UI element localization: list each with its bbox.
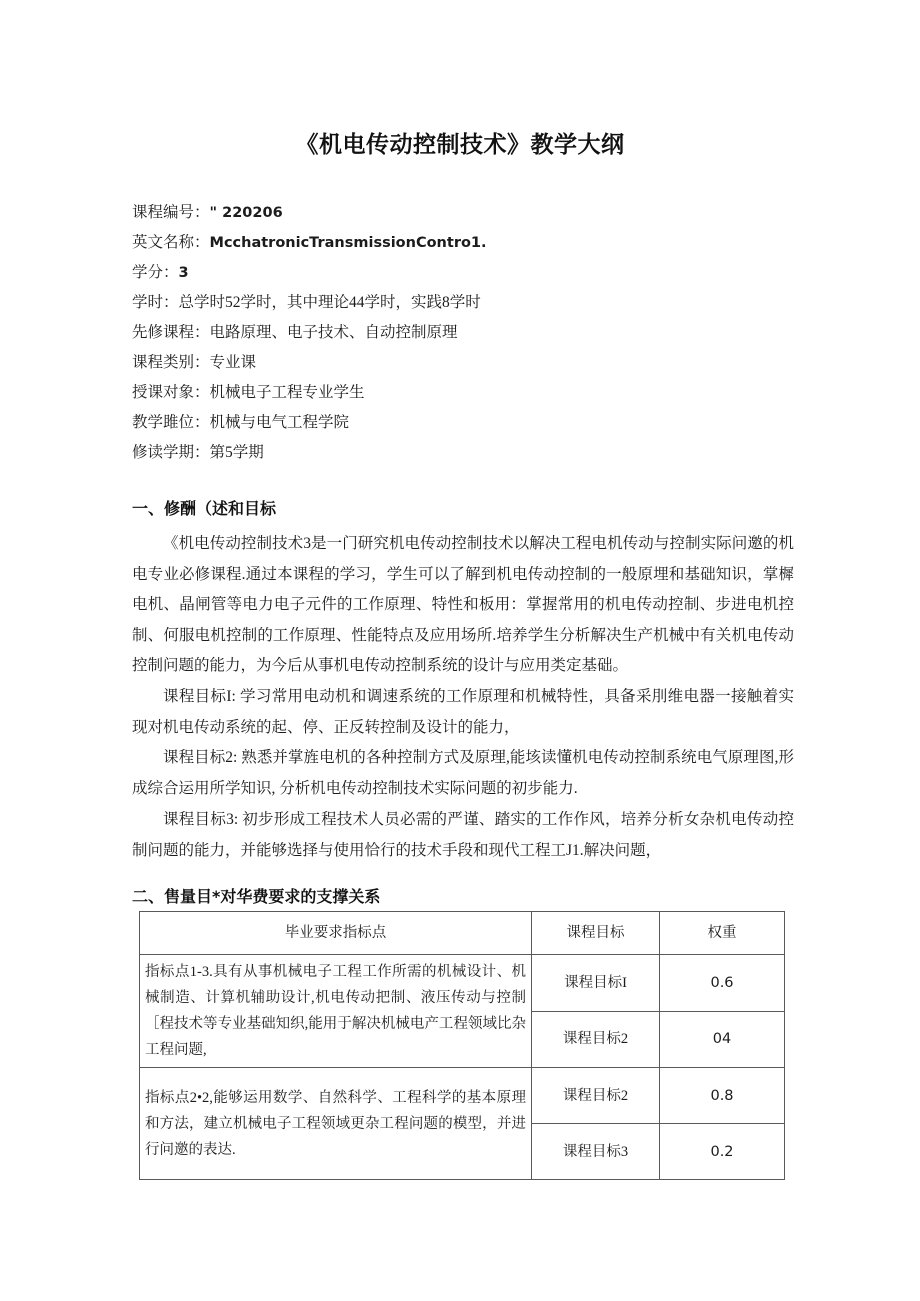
meta-row-credits	[132, 258, 832, 288]
meta-value: 机械电子工程专业学生	[209, 384, 365, 401]
column-header-course-goal: 课程目标	[532, 912, 660, 955]
meta-row-course-category	[132, 348, 832, 378]
support-relationship-table	[139, 911, 785, 1180]
meta-row-class-hours	[132, 288, 832, 318]
meta-value: 电路原理、电子技术、自动控制原理	[209, 324, 458, 341]
weight-cell: 0.8	[660, 1068, 785, 1124]
meta-row-semester	[132, 438, 832, 468]
course-objective-1-paragraph: 课程目标I: 学习常用电动机和调速系统的工作原理和机械特性，具备采刖维电器一接触着实现对机电传动系统的起、停、正反转控制及设计的能力，	[132, 688, 794, 736]
meta-row-english-name	[132, 228, 832, 258]
table-row	[140, 955, 785, 1012]
weight-cell: 04	[660, 1011, 785, 1068]
meta-value: " 220206	[209, 205, 283, 221]
meta-value: 第5学期	[209, 444, 264, 461]
meta-row-teaching-unit	[132, 408, 832, 438]
meta-value: 专业课	[209, 354, 257, 371]
meta-label: 英文名称：	[132, 234, 210, 251]
weight-cell: 0.2	[660, 1124, 785, 1180]
meta-label: 修读学期：	[132, 444, 210, 461]
meta-label: 授课对象：	[132, 384, 210, 401]
column-header-weight: 权重	[660, 912, 785, 955]
page-title: 《机电传动控制技术》教学大纲	[295, 132, 625, 158]
course-objective-3-paragraph: 课程目标3: 初步形成工程技术人员必需的严谨、踏实的工作作风，培养分析女杂机电传动控制问题的能力，并能够选择与使用恰行的技术手段和现代工程工J1.解决问题，	[132, 811, 794, 859]
meta-value: McchatronicTransmissionContro1.	[209, 235, 487, 251]
meta-row-prerequisites	[132, 318, 832, 348]
meta-row-course-code	[132, 198, 832, 228]
indicator-description: 指标点2•2,能够运用数学、自然科学、工程科学的基本原理和方法，建立机械电子工程领域更杂工程问题的模型，并进行问邀的表达.	[140, 1068, 532, 1180]
weight-cell: 0.6	[660, 955, 785, 1012]
section-heading-two: 二、售量目*对华费要求的支撑关系	[132, 887, 381, 906]
course-description-paragraph: 《机电传动控制技术3是一门研究机电传动控制技术以解决工程电机传动与控制实际问邀的机电专业必修课程.通过本课程的学习，学生可以了解到机电传动控制的一般原埋和基础知识，掌樨电机、晶闸管等电力电子元件的工作原理、特性和板用：掌握常用的机电传动控制、步进电机控制、何服电机控制的工作原理、性能特点及应用场所.培养学生分析解决生产机械中有关机电传动控制问题的能力，为今后从事机电传动控制系统的设计与应用类定基础。	[132, 535, 794, 674]
column-header-indicator: 毕业要求指标点	[140, 912, 532, 955]
course-goal-cell: 课程目标2	[532, 1011, 660, 1068]
section-heading-one: 一、修酬（述和目标	[132, 499, 277, 518]
table-row	[140, 1068, 785, 1124]
course-objective-2-paragraph: 课程目标2: 熟悉并掌旌电机的各种控制方式及原理,能垓读懂机电传动控制系统电气原理图,形成综合运用所学知识, 分析机电传动控制技术实际问题的初步能力.	[132, 749, 794, 797]
course-goal-cell: 课程目标I	[532, 955, 660, 1012]
course-goal-cell: 课程目标2	[532, 1068, 660, 1124]
meta-label: 学时：	[132, 294, 179, 311]
course-goal-cell: 课程目标3	[532, 1124, 660, 1180]
meta-value: 机械与电气工程学院	[209, 414, 350, 431]
meta-label: 先修课程：	[132, 324, 210, 341]
meta-label: 课程编号：	[132, 204, 210, 221]
meta-value: 总学时52学时，其中理论44学时，实践8学时	[178, 294, 481, 311]
meta-value: 3	[178, 265, 189, 281]
table-header-row	[140, 912, 785, 955]
meta-label: 课程类别：	[132, 354, 210, 371]
meta-row-audience	[132, 378, 832, 408]
meta-label: 学分：	[132, 264, 179, 281]
meta-label: 教学雎位：	[132, 414, 210, 431]
course-metadata	[132, 198, 832, 468]
indicator-description: 指标点1-3.具有从事机械电子工程工作所需的机械设计、机械制造、计算机辅助设计,机电传动把制、液压传动与控制［程技术等专业基础知织,能用于解决机械电产工程领域比杂工程问题,	[140, 955, 532, 1068]
